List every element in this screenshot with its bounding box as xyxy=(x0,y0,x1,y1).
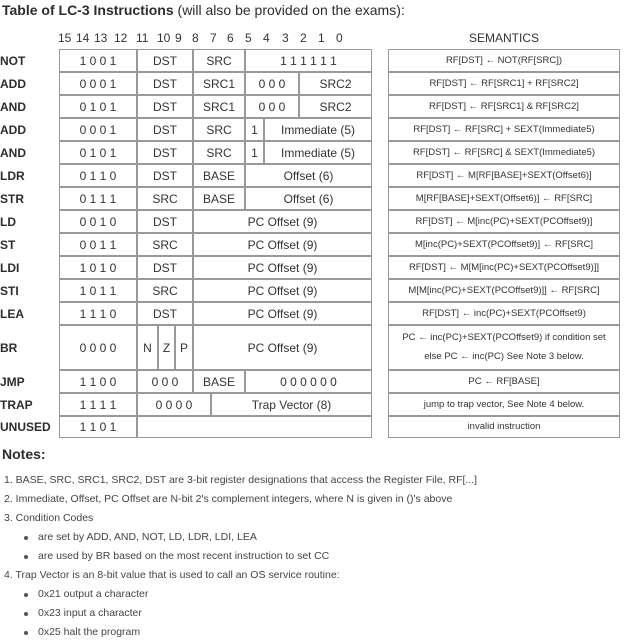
field-dst: DST xyxy=(153,77,177,91)
mnemonic-sti: STI xyxy=(0,284,19,298)
field-dst: DST xyxy=(153,261,177,275)
field-src: SRC xyxy=(152,284,178,298)
semantics-text: RF[DST] ← M[M[inc(PC)+SEXT(PCOffset9)]] xyxy=(408,262,600,273)
bit-number: 1 xyxy=(318,31,325,45)
field-dst: DST xyxy=(153,307,177,321)
field-z: Z xyxy=(162,341,171,355)
field-dst: DST xyxy=(153,215,177,229)
bullet-icon xyxy=(24,536,28,540)
field-trap-vector-8: Trap Vector (8) xyxy=(251,398,332,412)
field-pc-offset-9: PC Offset (9) xyxy=(247,215,318,229)
mnemonic-st: ST xyxy=(0,238,16,252)
field-0-0-0-0-0-0: 0 0 0 0 0 0 xyxy=(280,375,337,389)
field-0-0-0-0: 0 0 0 0 xyxy=(155,398,193,412)
mnemonic-ld: LD xyxy=(0,215,16,229)
bullet-icon xyxy=(24,631,28,635)
semantics-header: SEMANTICS xyxy=(468,31,539,45)
mnemonic-ldr: LDR xyxy=(0,169,25,183)
opcode-bits: 0 1 1 1 xyxy=(79,192,117,206)
opcode-bits: 0 0 1 0 xyxy=(79,215,117,229)
semantics-text: M[M[inc(PC)+SEXT(PCOffset9)]] ← RF[SRC] xyxy=(408,285,600,296)
field-pc-offset-9: PC Offset (9) xyxy=(247,261,318,275)
field-src: SRC xyxy=(152,238,178,252)
field-base: BASE xyxy=(202,192,235,206)
field-dst: DST xyxy=(153,100,177,114)
field-base: BASE xyxy=(202,375,235,389)
semantics-text: M[RF[BASE]+SEXT(Offset6)] ← RF[SRC] xyxy=(415,193,593,204)
mnemonic-and: AND xyxy=(0,100,26,114)
field-src: SRC xyxy=(152,192,178,206)
field-src2: SRC2 xyxy=(319,100,352,114)
note-4b: 0x23 input a character xyxy=(38,607,142,619)
notes-heading: Notes: xyxy=(2,446,46,462)
field-pc-offset-9: PC Offset (9) xyxy=(247,307,318,321)
note-4: 4. Trap Vector is an 8-bit value that is used to call an OS service routine: xyxy=(4,569,340,581)
semantics-text: RF[DST] ← inc(PC)+SEXT(PCOffset9) xyxy=(422,308,586,319)
field-src1: SRC1 xyxy=(202,77,235,91)
field-0-0-0: 0 0 0 xyxy=(258,77,286,91)
mnemonic-str: STR xyxy=(0,192,24,206)
opcode-bits: 1 1 1 0 xyxy=(79,307,117,321)
opcode-bits: 1 0 1 0 xyxy=(79,261,117,275)
field-0-0-0: 0 0 0 xyxy=(151,375,179,389)
field-src: SRC xyxy=(206,146,232,160)
bit-number: 7 xyxy=(210,31,217,45)
semantics-text: invalid instruction xyxy=(467,421,541,432)
field-pc-offset-9: PC Offset (9) xyxy=(247,238,318,252)
bit-number: 2 xyxy=(300,31,307,45)
field-src2: SRC2 xyxy=(319,77,352,91)
semantics-text: M[inc(PC)+SEXT(PCOffset9)] ← RF[SRC] xyxy=(415,239,593,250)
mnemonic-add: ADD xyxy=(0,77,26,91)
semantics-text-2: else PC ← inc(PC) See Note 3 below. xyxy=(424,351,584,362)
opcode-bits: 0 1 0 1 xyxy=(79,146,117,160)
opcode-bits: 1 0 0 1 xyxy=(79,54,117,68)
mnemonic-ldi: LDI xyxy=(0,261,20,275)
field-immediate-5: Immediate (5) xyxy=(280,146,356,160)
note-3: 3. Condition Codes xyxy=(4,512,94,524)
field-pc-offset-9: PC Offset (9) xyxy=(247,284,318,298)
note-3b: are used by BR based on the most recent instruction to set CC xyxy=(38,550,330,562)
field-offset-6: Offset (6) xyxy=(283,192,334,206)
bit-number: 14 xyxy=(76,31,90,45)
bit-number: 15 xyxy=(58,31,72,45)
mnemonic-lea: LEA xyxy=(0,307,24,321)
field-src: SRC xyxy=(206,123,232,137)
empty-field-cell xyxy=(137,416,372,438)
bit-number: 0 xyxy=(336,31,343,45)
opcode-bits: 1 0 1 1 xyxy=(79,284,117,298)
mnemonic-jmp: JMP xyxy=(0,375,25,389)
opcode-bits: 0 0 1 1 xyxy=(79,238,117,252)
bit-number: 12 xyxy=(114,31,128,45)
field-1: 1 xyxy=(251,146,258,160)
bit-number: 13 xyxy=(94,31,108,45)
bullet-icon xyxy=(24,555,28,559)
mnemonic-unused: UNUSED xyxy=(0,420,51,434)
bit-number: 3 xyxy=(282,31,289,45)
opcode-bits: 0 0 0 0 xyxy=(79,341,117,355)
field-dst: DST xyxy=(153,146,177,160)
field-pc-offset-9: PC Offset (9) xyxy=(247,341,318,355)
field-dst: DST xyxy=(153,54,177,68)
semantics-text: RF[DST] ← M[RF[BASE]+SEXT(Offset6)] xyxy=(416,170,592,181)
title-rest: (will also be provided on the exams): xyxy=(177,2,405,18)
semantics-text: RF[DST] ← RF[SRC1] + RF[SRC2] xyxy=(429,78,579,89)
field-src1: SRC1 xyxy=(202,100,235,114)
note-2: 2. Immediate, Offset, PC Offset are N-bit 2's complement integers, where N is given in ()'s above xyxy=(4,493,453,505)
opcode-bits: 0 1 0 1 xyxy=(79,100,117,114)
mnemonic-and: AND xyxy=(0,146,26,160)
bit-number: 10 xyxy=(157,31,171,45)
note-4a: 0x21 output a character xyxy=(38,588,149,600)
semantics-text: RF[DST] ← RF[SRC1] & RF[SRC2] xyxy=(429,101,579,112)
opcode-bits: 0 0 0 1 xyxy=(79,123,117,137)
opcode-bits: 1 1 0 1 xyxy=(79,420,117,434)
field-1-1-1-1-1-1: 1 1 1 1 1 1 xyxy=(280,54,337,68)
semantics-text: RF[DST] ← RF[SRC] + SEXT(Immediate5) xyxy=(413,124,595,135)
field-dst: DST xyxy=(153,169,177,183)
title-bold: Table of LC-3 Instructions xyxy=(2,2,174,18)
field-n: N xyxy=(143,341,152,355)
opcode-bits: 1 1 1 1 xyxy=(79,398,117,412)
opcode-bits: 0 0 0 1 xyxy=(79,77,117,91)
bit-number: 6 xyxy=(227,31,234,45)
note-4c: 0x25 halt the program xyxy=(38,626,141,638)
field-p: P xyxy=(179,341,188,355)
semantics-text: RF[DST] ← RF[SRC] & SEXT(Immediate5) xyxy=(412,147,596,158)
semantics-text: RF[DST] ← M[inc(PC)+SEXT(PCOffset9)] xyxy=(415,216,593,227)
mnemonic-add: ADD xyxy=(0,123,26,137)
field-0-0-0: 0 0 0 xyxy=(258,100,286,114)
field-base: BASE xyxy=(202,169,235,183)
semantics-text: RF[DST] ← NOT(RF[SRC]) xyxy=(445,55,563,66)
bit-number: 4 xyxy=(263,31,270,45)
field-1: 1 xyxy=(251,123,258,137)
note-1: 1. BASE, SRC, SRC1, SRC2, DST are 3-bit register designations that access the Register File, RF[...] xyxy=(4,474,478,486)
note-3a: are set by ADD, AND, NOT, LD, LDR, LDI, LEA xyxy=(38,531,257,543)
bit-number: 8 xyxy=(192,31,199,45)
field-immediate-5: Immediate (5) xyxy=(280,123,356,137)
opcode-bits: 0 1 1 0 xyxy=(79,169,117,183)
bit-number: 9 xyxy=(175,31,182,45)
bit-number: 11 xyxy=(136,31,149,45)
semantics-text: PC ← RF[BASE] xyxy=(468,376,540,387)
bullet-icon xyxy=(24,612,28,616)
field-offset-6: Offset (6) xyxy=(283,169,334,183)
field-dst: DST xyxy=(153,123,177,137)
bullet-icon xyxy=(24,593,28,597)
mnemonic-not: NOT xyxy=(0,54,26,68)
mnemonic-trap: TRAP xyxy=(0,398,33,412)
semantics-text: jump to trap vector, See Note 4 below. xyxy=(423,399,585,410)
semantics-text: PC ← inc(PC)+SEXT(PCOffset9) if condition set xyxy=(402,332,606,343)
bit-number: 5 xyxy=(245,31,252,45)
opcode-bits: 1 1 0 0 xyxy=(79,375,117,389)
field-src: SRC xyxy=(206,54,232,68)
mnemonic-br: BR xyxy=(0,341,18,355)
